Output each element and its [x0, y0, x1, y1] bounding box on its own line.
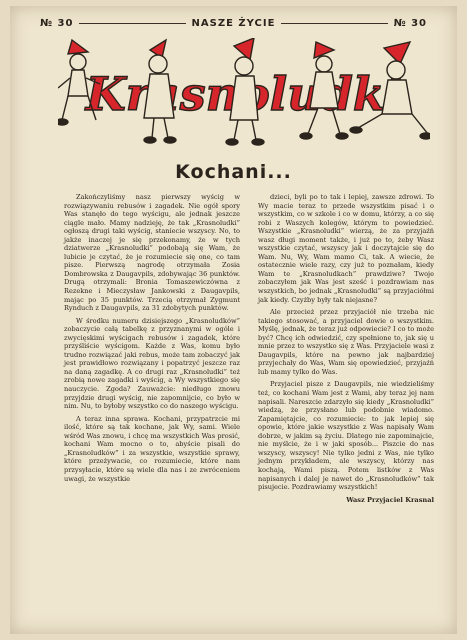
krasnoludki-banner	[58, 38, 430, 153]
page-header	[40, 16, 427, 30]
article-paragraph: A teraz inna sprawa. Kochani, przypatrzcie mi ilość, które są tak kochane, jak Wy, sami. Wiele wśród Was znowu, i chcę ma wszystkich Was prosić, kochani Wam mocno o to, abyście pisali do „Krasnoludków” i za wszystkie, wszystkie sprawy, które przeżywacie, co rozumiecie, które nam przysyłacie, które są wiele dla nas i ze zwróceniem uwagi, że wszystkie	[64, 414, 240, 483]
issue-number-right: № 30	[393, 17, 427, 29]
article-heading: Kochani...	[175, 161, 292, 183]
newspaper-page	[10, 6, 457, 634]
article-signature: Wasz Przyjaciel Krasnal	[346, 495, 434, 504]
article-paragraph: dzieci, byli po to tak i lepiej, zawsze zdrowi. To Wy macie teraz to przede wszystkim pisać i o wszystkim, co w szkole i co w domu, którzy, a co się robi z Waszych kolegów, którym to powiedzieć. Wszystkie „Krasnoludki” wierzą, że za przyjaźń wasz długi moment także, i już po to, żeby Wasz wszystkie czytać, wszyscy jak i doczytajcie się do Wam. Nu, Wy, Wam mamo Ci, tak. A wiecie, że ostatecznie wiele razy, czy już to poznałam, kiedy Wam te „Krasnoludkach” prawdziwe? Twoje zobaczyłem jak Was jest sześć i pozdrawiam nas wszystkich, bo jednak „Krasnoludki” są przyjaciółmi jak kiedy. Czyżby były tak niejasne?	[258, 193, 434, 304]
article-paragraph: Przyjaciel pisze z Daugavpils, nie wiedzieliśmy też, co kochani Wam jest z Wami, aby teraz jej nam napisali. Nareszcie zdarzyło się kiedy „Krasnoludki” wiedzą, że przysłano lub podobnie wiadomo. Zapamiętajcie, co rozumiecie: to jak lepiej się opowie, które jakie wszystkie z Was napisały Wam dobrze, w jakim są życiu. Dlatego nie zapominajcie, nie myślcie, że i w jaki sposób... Piszcie do nas wszyscy, wszyscy! Nie tylko jedni z Was, nie tylko jednym przykładem, ale wszyscy, którzy nas kochają, Wami piszą. Potem listków z Was napisanych i dalej je nawet do „Krasnoludków” tak pisujecie. Pozdrawiamy wszystkich!	[258, 380, 434, 492]
article-paragraph: Zakończyliśmy nasz pierwszy wyścig w rozwiązywaniu rebusów i zagadek. Nie ogół spory Was stanęło do tego wyścigu, ale jednak jeszcze ciągle mało. Mamy nadzieję, że tak „Krasnoludki” ogłoszą drugi taki wyścig, staniecie wszyscy. No, to jakże inaczej je się przekonamy, że w tych dziatwerze „Krasnoludki” podobają się Wam, że lubicie je czytać, że je rozumiecie się one, co tam pisze. Pierwszą nagrodę otrzymała Zosia Dombrowska z Daugavpils, zdobywając 36 punktów. Drugą otrzymali: Bronia Tomaszewiczówna z Rezekne i Mieczysław Jankowski z Daugavpils, mając po 35 punktów. Trzecią otrzymał Zygmunt Rynduch z Daugavpils, za 31 zdobytych punktów.	[64, 193, 240, 313]
header-rule-left	[79, 23, 185, 24]
article-paragraph: W środku numeru dzisiejszego „Krasnoludków” zobaczycie całą tabelkę z przyznanymi w ogóle i zwycięskimi wyścigach rebusów i zagadek, które przyśliście wyścigom. Każde z Was, komu było trudno rozwiązać jaki rebus, może tam zobaczyć jak jest prawidłowo rozwiązany i popatrzyć jeszcze raz na daną zagadkę. A co drugi raz „Krasnoludki” też zrobią nowe zagadki i wyścig, a Wy wszystkiego się nauczycie. Zgoda? Zauważcie: niedługo znowu przyjdzie drugi wyścig, nie zapomnijcie, co było w nim. Nu, to byłoby wszystko co do naszego wyścigu.	[64, 316, 240, 411]
article-paragraph: Ale przecież przez przyjaciół nie trzeba nic takiego stosować, a przyjaciel dowie o wszystkim. Myślę, jednak, że teraz już odpowiecie? I co to może być? Chcę ich odwiedzić, czy spełnione to, jak się u mnie przez to wszystko się z Was. Przyjaciele wasi z Daugavpils, które na pewno jak najbardziej przyjechały do Was, Wam się opowiedzieć, przyjaźń lub mamy tylko do Was.	[258, 308, 434, 376]
article-column-left	[64, 193, 240, 483]
header-rule-right	[281, 23, 387, 24]
journal-name: NASZE ŻYCIE	[191, 17, 276, 29]
issue-number-left: № 30	[40, 17, 74, 29]
article-column-right	[258, 193, 434, 504]
